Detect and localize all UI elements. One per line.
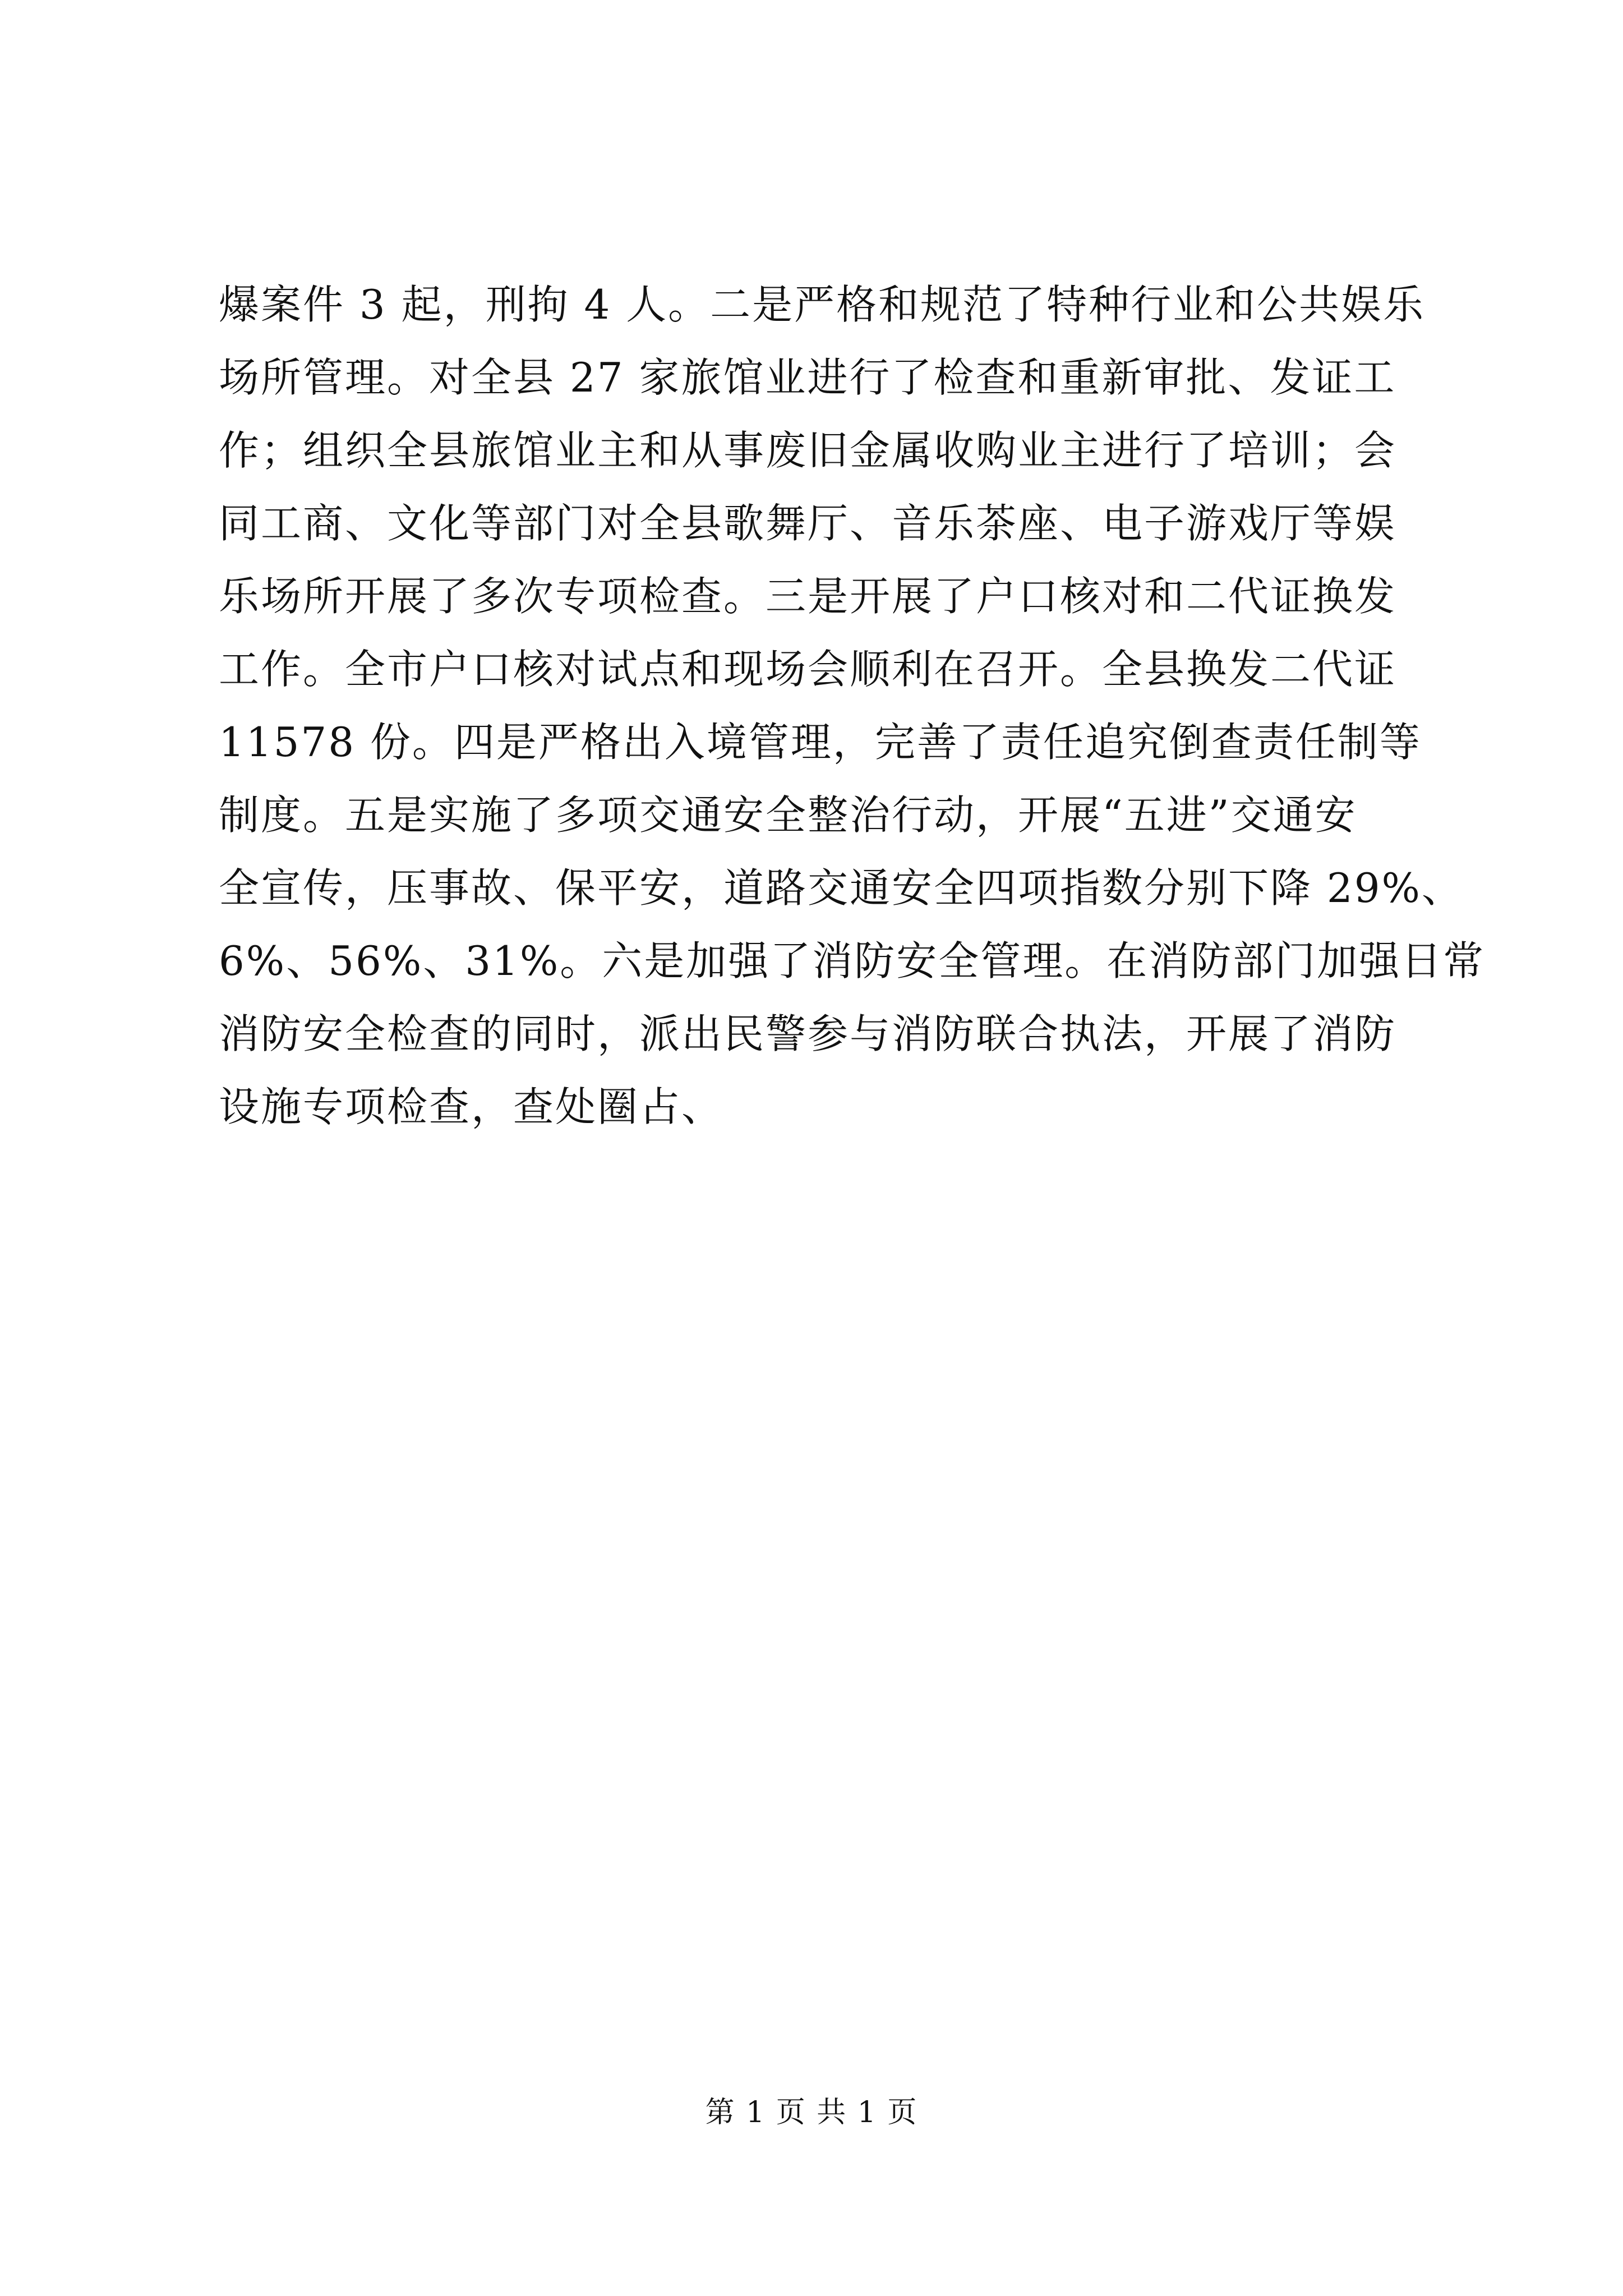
text-line: 场所管理。对全县 27 家旅馆业进行了检查和重新审批、发证工 (219, 354, 1396, 401)
text-line: 设施专项检查，查处圈占、 (219, 1083, 724, 1130)
text-line: 11578 份。四是严格出入境管理，完善了责任追究倒查责任制等 (219, 719, 1422, 766)
text-line: 6%、56%、31%。六是加强了消防安全管理。在消防部门加强日常 (219, 937, 1486, 984)
text-line: 制度。五是实施了多项交通安全整治行动，开展“五进”交通安 (219, 792, 1357, 839)
text-line: 爆案件 3 起，刑拘 4 人。二是严格和规范了特种行业和公共娱乐 (219, 281, 1426, 328)
text-line: 消防安全检查的同时，派出民警参与消防联合执法，开展了消防 (219, 1010, 1397, 1057)
text-line: 作；组织全县旅馆业主和从事废旧金属收购业主进行了培训；会 (219, 427, 1397, 474)
text-line: 工作。全市户口核对试点和现场会顺利在召开。全县换发二代证 (219, 646, 1397, 693)
text-line: 同工商、文化等部门对全县歌舞厅、音乐茶座、电子游戏厅等娱 (219, 500, 1397, 547)
text-line: 全宣传，压事故、保平安，道路交通安全四项指数分别下降 29%、 (219, 864, 1464, 912)
text-line: 乐场所开展了多次专项检查。三是开展了户口核对和二代证换发 (219, 573, 1397, 620)
body-paragraph (219, 268, 1486, 1143)
page-footer: 第 1 页 共 1 页 (705, 2096, 918, 2129)
